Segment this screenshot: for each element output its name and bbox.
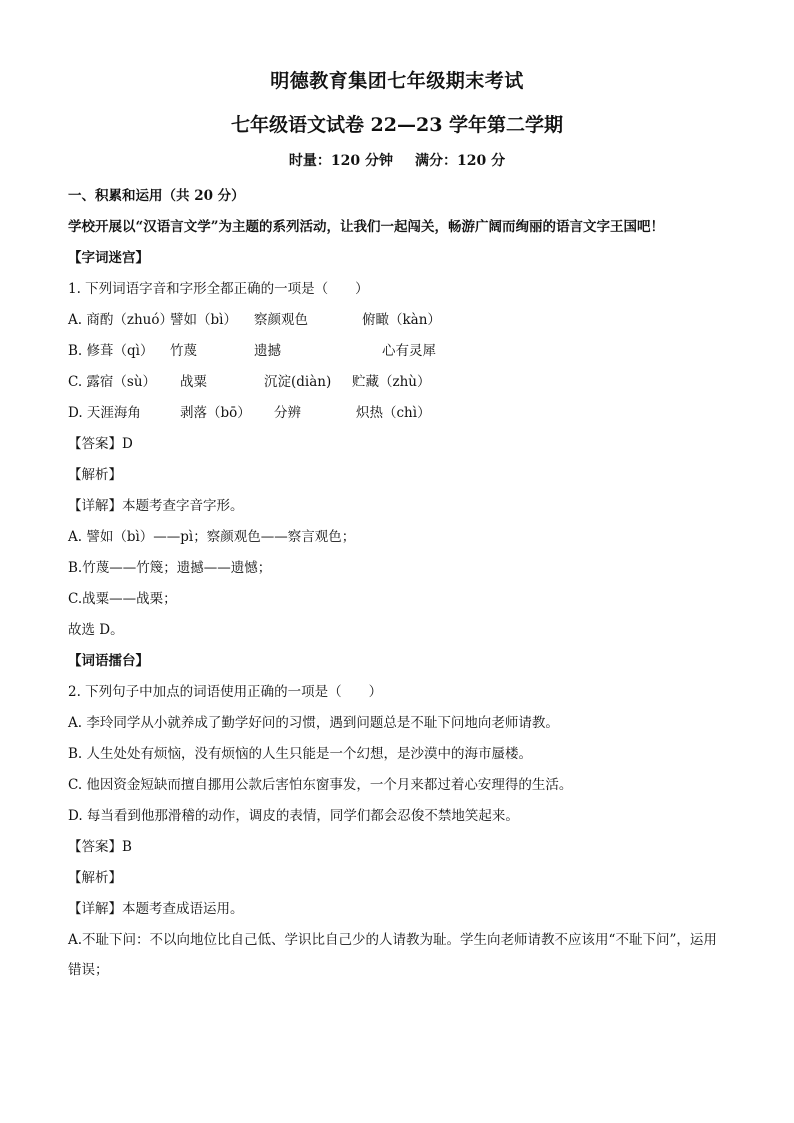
option-row: [68, 398, 728, 429]
option-cell: 竹蔑: [170, 343, 197, 359]
option-cell: 贮藏（zhù）: [352, 374, 431, 390]
option-cell: B. 修葺（qì）: [68, 343, 154, 359]
option-cell: 心有灵犀: [382, 343, 436, 359]
option-line: A. 李玲同学从小就养成了勤学好问的习惯，遇到问题总是不耻下问地向老师请教。: [68, 715, 559, 731]
option-cell: 俯瞰（kàn）: [362, 312, 441, 328]
section-intro: 学校开展以“汉语言文学”为主题的系列活动，让我们一起闯关，畅游广阔而绚丽的语言文字王国吧！: [68, 219, 665, 235]
block-tag-1: 【字词迷宫】: [68, 250, 149, 266]
option-line: C. 他因资金短缺而擅自挪用公款后害怕东窗事发，一个月来都过着心安理得的生活。: [68, 777, 573, 793]
option-cell: 察颜观色: [254, 312, 308, 328]
explain-line: A. 譬如（bì）——pì；察颜观色——察言观色；: [68, 529, 356, 545]
answer-1: 【答案】D: [68, 436, 133, 452]
option-row: [68, 305, 728, 336]
option-cell: 遗撼: [254, 343, 281, 359]
option-cell: D. 天涯海角: [68, 405, 141, 421]
option-cell: 剥落（bō）: [180, 405, 251, 421]
section-heading: 一、积累和运用（共 20 分）: [68, 188, 245, 204]
full-score: 满分：120 分: [415, 153, 506, 169]
option-line: D. 每当看到他那滑稽的动作，调皮的表情，同学们都会忍俊不禁地笑起来。: [68, 808, 519, 824]
option-cell: 譬如（bì）: [170, 312, 237, 328]
explain-line: 故选 D。: [68, 622, 124, 638]
option-cell: 炽热（chì）: [356, 405, 431, 421]
explain-a: A.不耻下问：不以向地位比自己低、学识比自己少的人请教为耻。学生向老师请教不应该用“不耻下问”，运用错误；: [68, 932, 717, 978]
option-cell: C. 露宿（sù）: [68, 374, 157, 390]
question-1: 1. 下列词语字音和字形全都正确的一项是（ ）: [68, 281, 369, 297]
detail-2: 【详解】本题考查成语运用。: [68, 901, 244, 917]
exam-title: 明德教育集团七年级期末考试: [270, 70, 524, 92]
option-row: [68, 336, 728, 367]
explain-line: C.战粟——战栗；: [68, 591, 177, 607]
analysis-label-2: 【解析】: [68, 870, 122, 886]
answer-2: 【答案】B: [68, 839, 132, 855]
exam-info: [0, 150, 794, 170]
analysis-label-1: 【解析】: [68, 467, 122, 483]
option-cell: 分辨: [274, 405, 301, 421]
exam-subtitle: 七年级语文试卷 22—23 学年第二学期: [230, 114, 564, 136]
block-tag-2: 【词语擂台】: [68, 653, 149, 669]
explain-line: B.竹蔑——竹篾；遗撼——遗憾；: [68, 560, 272, 576]
question-2: 2. 下列句子中加点的词语使用正确的一项是（ ）: [68, 684, 383, 700]
detail-1: 【详解】本题考查字音字形。: [68, 498, 244, 514]
option-cell: 沉淀(diàn): [264, 374, 332, 390]
option-cell: 战粟: [180, 374, 207, 390]
option-row: [68, 367, 728, 398]
option-line: B. 人生处处有烦恼，没有烦恼的人生只能是一个幻想，是沙漠中的海市蜃楼。: [68, 746, 533, 762]
option-cell: A. 商酌（zhuó）: [68, 312, 173, 328]
exam-body: [68, 181, 728, 985]
time-limit: 时量：120 分钟: [288, 153, 393, 169]
